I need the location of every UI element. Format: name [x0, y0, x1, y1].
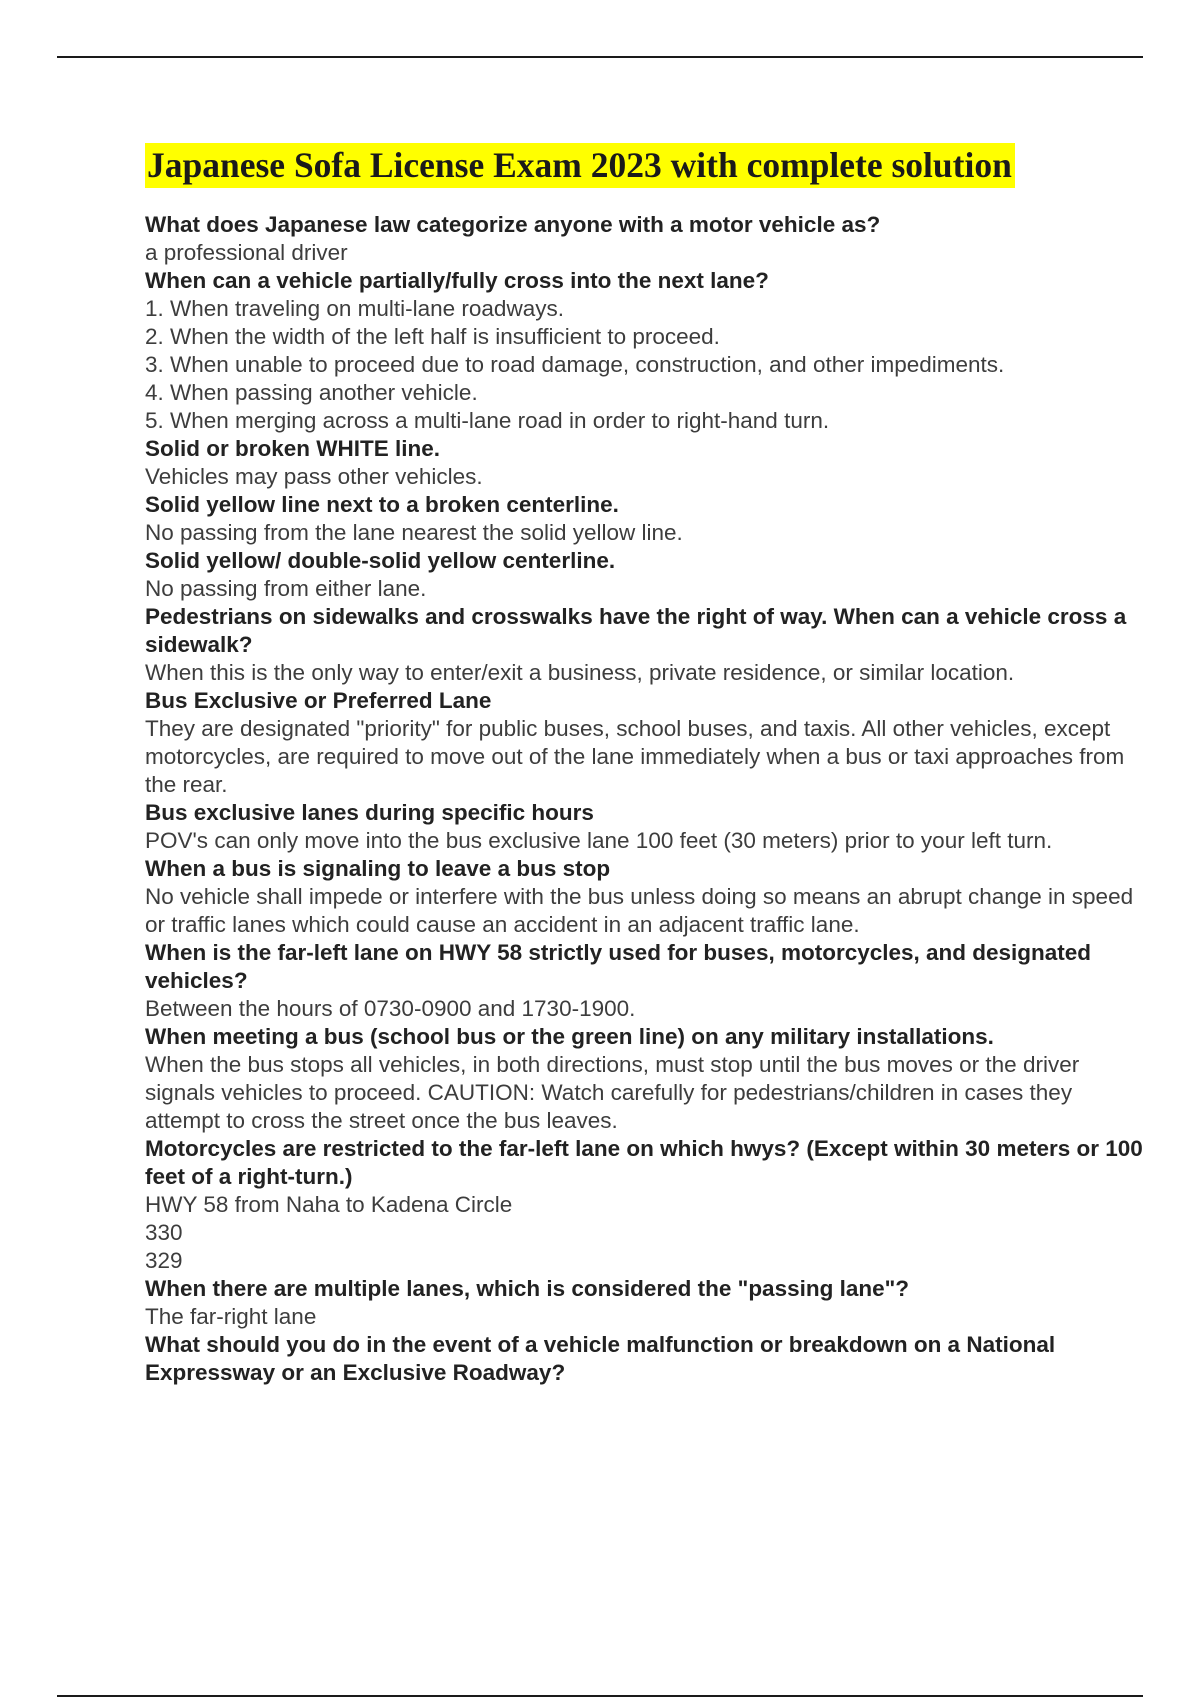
question-text: Solid yellow/ double-solid yellow centerline. — [145, 548, 616, 573]
question-text: Pedestrians on sidewalks and crosswalks have the right of way. When can a vehicle cross a sidewalk? — [145, 604, 1127, 657]
qa-item — [145, 435, 1145, 491]
qa-item — [145, 799, 1145, 855]
qa-item — [145, 211, 1145, 267]
question-text: When meeting a bus (school bus or the green line) on any military installations. — [145, 1024, 994, 1049]
qa-item — [145, 939, 1145, 1023]
qa-item — [145, 1135, 1145, 1275]
question-text: Solid or broken WHITE line. — [145, 436, 441, 461]
answer-text: 2. When the width of the left half is insufficient to proceed. — [145, 324, 720, 349]
document-title: Japanese Sofa License Exam 2023 with complete solution — [145, 143, 1015, 188]
answer-text: When this is the only way to enter/exit a business, private residence, or similar location. — [145, 660, 1015, 685]
qa-item — [145, 1275, 1145, 1331]
question-text: Bus Exclusive or Preferred Lane — [145, 688, 492, 713]
answer-text: 4. When passing another vehicle. — [145, 380, 478, 405]
qa-item — [145, 491, 1145, 547]
question-text: When there are multiple lanes, which is considered the "passing lane"? — [145, 1276, 910, 1301]
answer-text: No passing from either lane. — [145, 576, 427, 601]
answer-text: a professional driver — [145, 240, 348, 265]
qa-item — [145, 855, 1145, 939]
question-text: When can a vehicle partially/fully cross into the next lane? — [145, 268, 769, 293]
qa-list — [145, 211, 1145, 1387]
qa-item — [145, 547, 1145, 603]
answer-text: 330 — [145, 1220, 183, 1245]
qa-item — [145, 267, 1145, 435]
answer-text: The far-right lane — [145, 1304, 317, 1329]
question-text: What does Japanese law categorize anyone with a motor vehicle as? — [145, 212, 881, 237]
answer-text: POV's can only move into the bus exclusive lane 100 feet (30 meters) prior to your left turn. — [145, 828, 1053, 853]
document-body — [145, 143, 1145, 1387]
answer-text: Between the hours of 0730-0900 and 1730-1900. — [145, 996, 636, 1021]
answer-text: HWY 58 from Naha to Kadena Circle — [145, 1192, 513, 1217]
qa-item — [145, 687, 1145, 799]
question-text: Bus exclusive lanes during specific hours — [145, 800, 594, 825]
question-text: When a bus is signaling to leave a bus stop — [145, 856, 611, 881]
answer-text: No passing from the lane nearest the solid yellow line. — [145, 520, 683, 545]
question-text: Solid yellow line next to a broken centerline. — [145, 492, 619, 517]
question-text: Motorcycles are restricted to the far-left lane on which hwys? (Except within 30 meters or 100 feet of a right-turn.) — [145, 1136, 1143, 1189]
qa-item — [145, 1023, 1145, 1135]
answer-text: 3. When unable to proceed due to road damage, construction, and other impediments. — [145, 352, 1005, 377]
top-rule — [57, 56, 1143, 58]
qa-item — [145, 1331, 1145, 1387]
answer-text: 5. When merging across a multi-lane road in order to right-hand turn. — [145, 408, 830, 433]
answer-text: 1. When traveling on multi-lane roadways. — [145, 296, 564, 321]
question-text: What should you do in the event of a vehicle malfunction or breakdown on a National Expressway or an Exclusive Roadway? — [145, 1332, 1056, 1385]
answer-text: They are designated "priority" for public buses, school buses, and taxis. All other vehicles, except motorcycles, are required to move out of the lane immediately when a bus or taxi approaches from the rear. — [145, 716, 1125, 797]
answer-text: No vehicle shall impede or interfere with the bus unless doing so means an abrupt change in speed or traffic lanes which could cause an accident in an adjacent traffic lane. — [145, 884, 1134, 937]
answer-text: Vehicles may pass other vehicles. — [145, 464, 483, 489]
answer-text: When the bus stops all vehicles, in both directions, must stop until the bus moves or the driver signals vehicles to proceed. CAUTION: Watch carefully for pedestrians/children in cases they attempt to cross the street once the bus leaves. — [145, 1052, 1080, 1133]
question-text: When is the far-left lane on HWY 58 strictly used for buses, motorcycles, and designated vehicles? — [145, 940, 1092, 993]
answer-text: 329 — [145, 1248, 183, 1273]
qa-item — [145, 603, 1145, 687]
bottom-rule — [57, 1695, 1143, 1697]
